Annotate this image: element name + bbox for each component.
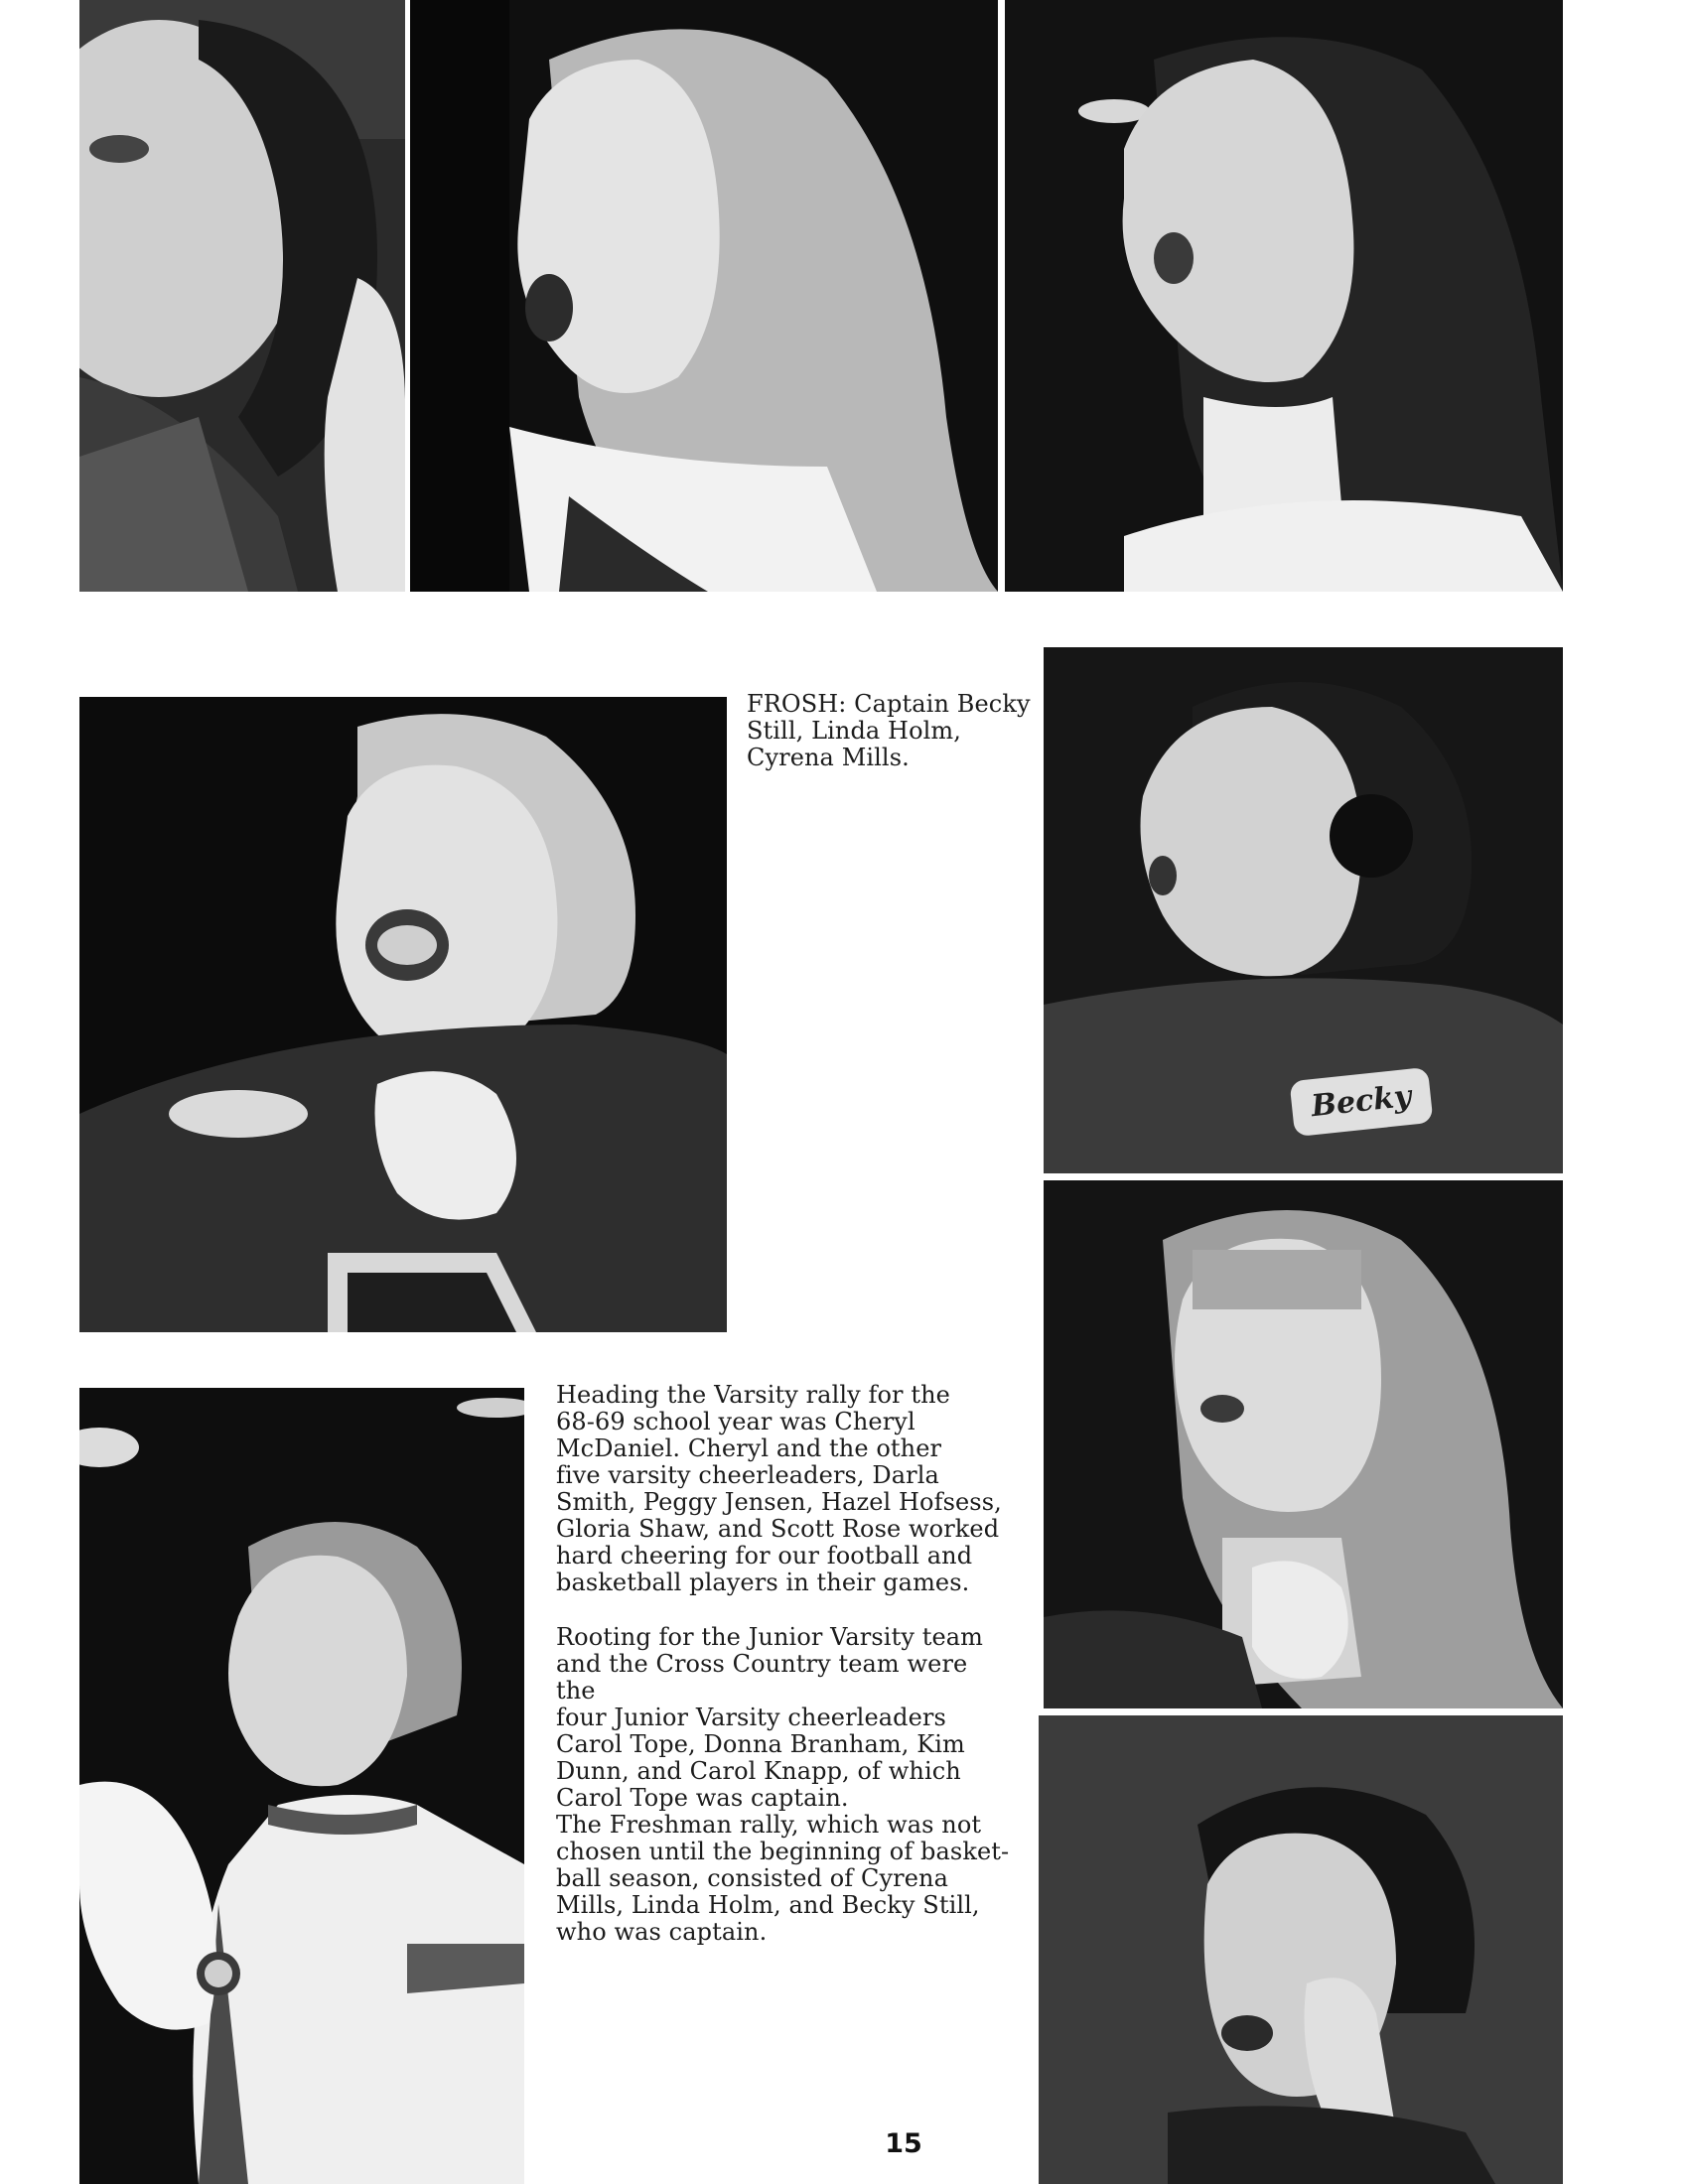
photo-cheerleader-bottom-right: [1039, 1715, 1563, 2184]
photo-cheerleader-linda: [1044, 1180, 1563, 1708]
photo-cheerleader-top-center: [410, 0, 998, 592]
photo-cheerleader-clapping: [79, 1388, 524, 2184]
photo-caption-frosh: FROSH: Captain Becky Still, Linda Holm, Cyrena Mills.: [747, 690, 1031, 771]
article-paragraph-junior-varsity: Rooting for the Junior Varsity team and the Cross Country team were the four Junior Varsity cheerleaders Carol Tope, Donna Branham, Kim Dunn, and Carol Knapp, of which Carol Tope was captain.: [556, 1623, 984, 1812]
article-paragraph-freshman: The Freshman rally, which was not chosen until the beginning of basket- ball season, consisted of Cyrena Mills, Linda Holm, and Becky Still, who was captain.: [556, 1811, 1010, 1946]
photo-cheerleader-top-right: [1005, 0, 1563, 592]
photo-cheerleader-frosh-captain: [79, 697, 727, 1332]
article-paragraph-varsity: Heading the Varsity rally for the 68-69 school year was Cheryl McDaniel. Cheryl and the other five varsity cheerleaders, Darla Smith, Peggy Jensen, Hazel Hofsess, Gloria Shaw, and Scott Rose worked hard cheering for our football and basketball players in their games.: [556, 1381, 1002, 1596]
sweater-lettering-becky: Becky: [1309, 1078, 1413, 1125]
page-number: 15: [885, 2128, 922, 2159]
photo-cheerleader-becky: [1044, 647, 1563, 1173]
photo-cheerleader-top-left: [79, 0, 405, 592]
